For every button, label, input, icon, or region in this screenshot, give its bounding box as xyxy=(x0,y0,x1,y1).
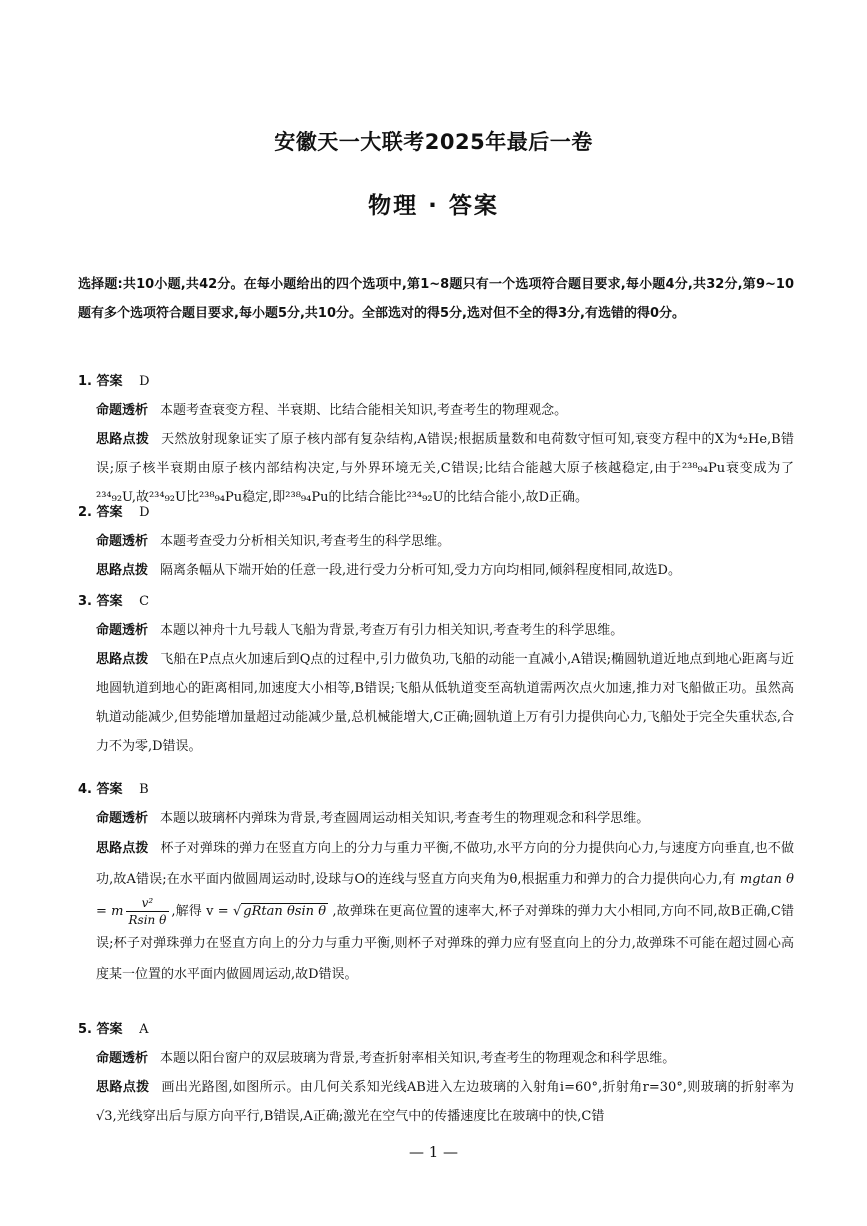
analysis-row xyxy=(78,527,794,556)
hint-label: 思路点拨 xyxy=(96,432,150,447)
answer-value: D xyxy=(139,374,150,389)
question-number: 3. xyxy=(78,594,92,609)
page-subtitle: 物理 · 答案 xyxy=(368,193,499,219)
hint-text: 天然放射现象证实了原子核内部有复杂结构,A错误;根据质量数和电荷数守恒可知,衰变方程中的X为⁴₂He,B错误;原子核半衰期由原子核内部结构决定,与外界环境无关,C错误;比结合能越大原子核越稳定,由于²³⁸₉₄Pu衰变成为了²³⁴₉₂U,故²³⁴₉₂U比²³⁸₉₄Pu稳定,即²³⁸₉₄Pu的比结合能比²³⁴₉₂U的比结合能小,故D正确。 xyxy=(96,432,794,505)
analysis-label: 命题透析 xyxy=(96,534,149,549)
question-header xyxy=(78,1016,794,1044)
hint-label: 思路点拨 xyxy=(96,1080,150,1095)
answer-label: 答案 xyxy=(96,374,123,389)
question-header xyxy=(78,368,794,396)
hint-text: 飞船在P点点火加速后到Q点的过程中,引力做负功,飞船的动能一直减小,A错误;椭圆轨道近地点到地心距离与近地圆轨道到地心的距离相同,加速度大小相等,B错误;飞船从低轨道变至高轨道需两次点火加速,推力对飞船做正功。虽然高轨道动能减少,但势能增加量超过动能减少量,总机械能增大,C正确;圆轨道上万有引力提供向心力,飞船处于完全失重状态,合力不为零,D错误。 xyxy=(96,652,794,754)
hint-text-part-1: 杯子对弹珠的弹力在竖直方向上的分力与重力平衡,不做功,水平方向的分力提供向心力,与速度方向垂直,也不做功,故A错误;在水平面内做圆周运动时,设球与O的连线与竖直方向夹角为θ,根据重力和弹力的合力提供向心力,有 xyxy=(96,841,794,887)
analysis-label: 命题透析 xyxy=(96,403,149,418)
answer-value: C xyxy=(139,594,150,609)
analysis-row xyxy=(78,804,794,833)
analysis-text: 本题以阳台窗户的双层玻璃为背景,考查折射率相关知识,考查考生的物理观念和科学思维。 xyxy=(160,1051,676,1066)
hint-text: 隔离条幅从下端开始的任意一段,进行受力分析可知,受力方向均相同,倾斜程度相同,故选D。 xyxy=(160,563,681,578)
analysis-row xyxy=(78,1044,794,1073)
equation-middle: ,解得 v = √ xyxy=(171,904,242,919)
analysis-label: 命题透析 xyxy=(96,811,149,826)
question-3 xyxy=(78,588,794,761)
hint-label: 思路点拨 xyxy=(96,563,149,578)
hint-row xyxy=(78,1073,794,1131)
analysis-text: 本题考查受力分析相关知识,考查考生的科学思维。 xyxy=(160,534,451,549)
analysis-row xyxy=(78,616,794,645)
question-4 xyxy=(78,776,794,990)
question-number: 2. xyxy=(78,505,92,520)
hint-label: 思路点拨 xyxy=(96,652,149,667)
hint-text-part-2: ,故弹珠在更高位置的速率大,杯子对弹珠的弹力大小相同,方向不同,故B正确,C错误;杯子对弹珠弹力在竖直方向上的分力与重力平衡,则杯子对弹珠的弹力应有竖直向上的分力,故弹珠不可能在超过圆心高度某一位置的水平面内做圆周运动,故D错误。 xyxy=(96,904,794,982)
hint-row xyxy=(78,645,794,761)
analysis-label: 命题透析 xyxy=(96,623,149,638)
answer-value: A xyxy=(139,1022,149,1037)
question-header xyxy=(78,776,794,804)
answer-label: 答案 xyxy=(96,594,123,609)
question-number: 1. xyxy=(78,374,92,389)
question-number: 5. xyxy=(78,1022,92,1037)
sqrt-radicand: gRtan θsin θ xyxy=(243,904,327,919)
fraction-numerator: v² xyxy=(126,895,170,912)
question-1 xyxy=(78,368,794,512)
page-number: — 1 — xyxy=(408,1143,459,1161)
question-5 xyxy=(78,1016,794,1131)
analysis-row xyxy=(78,396,794,425)
section-instructions: 选择题:共10小题,共42分。在每小题给出的四个选项中,第1~8题只有一个选项符合题目要求,每小题4分,共32分,第9~10题有多个选项符合题目要求,每小题5分,共10分。全部选对的得5分,选对但不全的得3分,有选错的得0分。 xyxy=(78,277,794,321)
analysis-label: 命题透析 xyxy=(96,1051,149,1066)
answer-label: 答案 xyxy=(96,1022,123,1037)
fraction-denominator: Rsin θ xyxy=(128,913,167,927)
analysis-text: 本题考查衰变方程、半衰期、比结合能相关知识,考查考生的物理观念。 xyxy=(160,403,568,418)
answer-label: 答案 xyxy=(96,505,123,520)
question-header xyxy=(78,499,794,527)
question-header xyxy=(78,588,794,616)
analysis-text: 本题以神舟十九号载人飞船为背景,考查万有引力相关知识,考查考生的科学思维。 xyxy=(160,623,624,638)
question-number: 4. xyxy=(78,782,92,797)
question-2 xyxy=(78,499,794,585)
hint-text: 画出光路图,如图所示。由几何关系知光线AB进入左边玻璃的入射角i=60°,折射角r=30°,则玻璃的折射率为√3,光线穿出后与原方向平行,B错误,A正确;激光在空气中的传播速度比在玻璃中的快,C错 xyxy=(96,1080,794,1124)
page-title: 安徽天一大联考2025年最后一卷 xyxy=(274,130,593,154)
equation-fraction xyxy=(126,895,170,928)
answer-value: B xyxy=(139,782,149,797)
answer-value: D xyxy=(139,505,150,520)
answer-label: 答案 xyxy=(96,782,123,797)
hint-row xyxy=(78,556,794,585)
analysis-text: 本题以玻璃杯内弹珠为背景,考查圆周运动相关知识,考查考生的物理观念和科学思维。 xyxy=(160,811,650,826)
hint-row xyxy=(78,833,794,990)
hint-label: 思路点拨 xyxy=(96,841,149,856)
equation-lhs: mgtan θ = m xyxy=(96,872,794,919)
